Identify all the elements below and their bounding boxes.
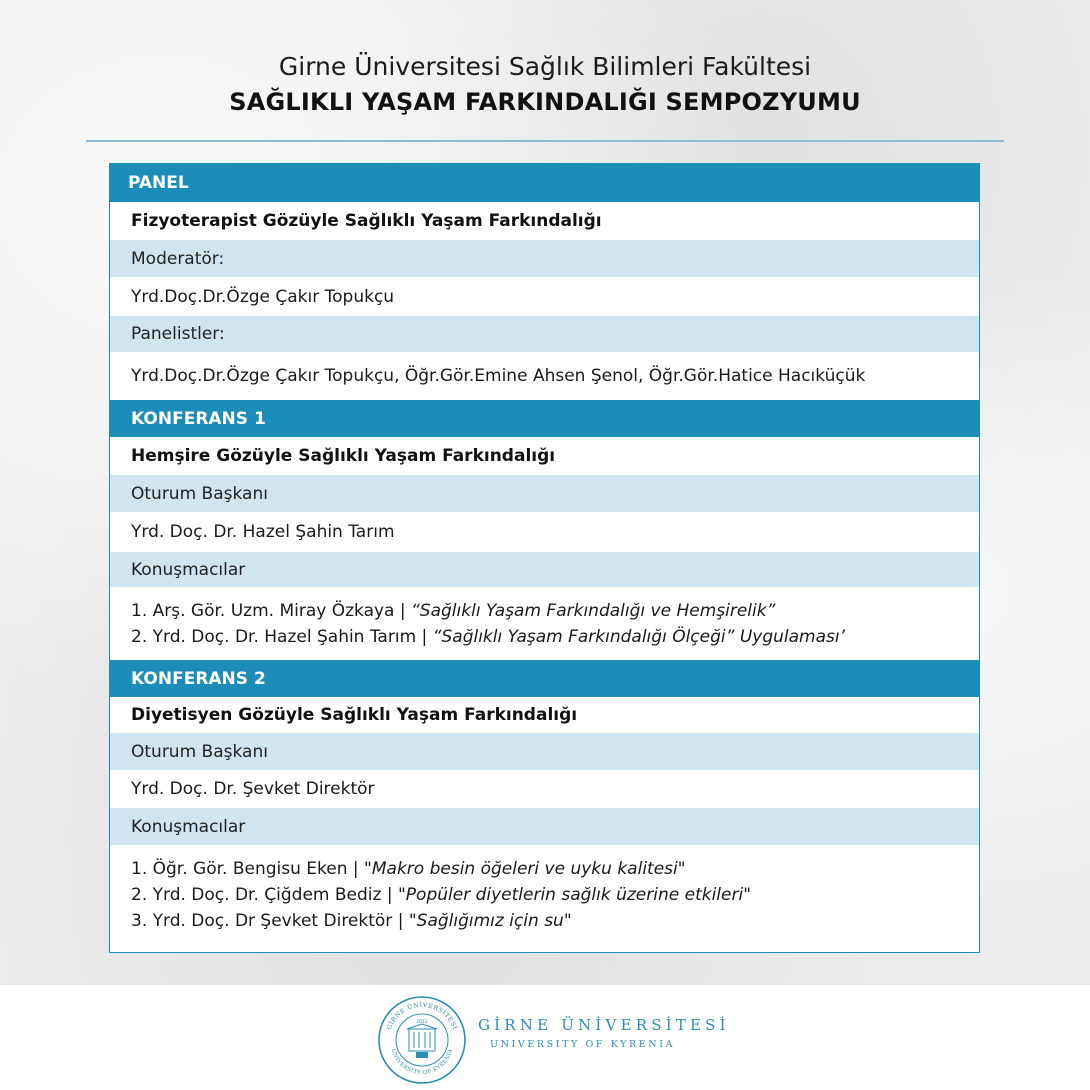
- konferans-1-chair-label: Oturum Başkanı: [110, 475, 979, 512]
- speaker-name: 2. Yrd. Doç. Dr. Çiğdem Bediz |: [131, 884, 393, 905]
- speaker-name: 3. Yrd. Doç. Dr Şevket Direktör |: [131, 910, 404, 931]
- brand-name-en: UNIVERSITY OF KYRENIA: [490, 1039, 676, 1050]
- speaker-line: [131, 908, 572, 934]
- seal-bottom-text: UNIVERSITY OF KYRENIA: [389, 1048, 455, 1077]
- seal-year: 2013: [416, 1020, 428, 1025]
- konferans-2-chair-name: Yrd. Doç. Dr. Şevket Direktör: [131, 779, 375, 799]
- symposium-title: SAĞLIKLI YAŞAM FARKINDALIĞI SEMPOZYUMU: [229, 88, 861, 116]
- section-header-konferans-2: KONFERANS 2: [110, 660, 979, 697]
- moderator-label: Moderatör:: [110, 240, 979, 277]
- university-seal-icon: [377, 995, 467, 1085]
- speaker-topic: “Sağlıklı Yaşam Farkındalığı ve Hemşirelik”: [411, 600, 776, 621]
- faculty-title: Girne Üniversitesi Sağlık Bilimleri Fakültesi: [278, 52, 812, 81]
- speaker-topic: "Popüler diyetlerin sağlık üzerine etkileri": [397, 884, 752, 905]
- konferans-2-speakers: [110, 845, 979, 944]
- section-header-panel: PANEL: [110, 164, 979, 202]
- moderator-name: Yrd.Doç.Dr.Özge Çakır Topukçu: [131, 286, 395, 307]
- konferans-1-chair-name: Yrd. Doç. Dr. Hazel Şahin Tarım: [131, 522, 395, 542]
- program-table: [109, 163, 980, 953]
- panelists-label: Panelistler:: [110, 316, 979, 352]
- speaker-topic: "Sağlığımız için su": [408, 910, 572, 931]
- konferans-1-speakers-label: Konuşmacılar: [110, 552, 979, 587]
- konferans-1-title: Hemşire Gözüyle Sağlıklı Yaşam Farkındalığı: [131, 446, 556, 466]
- footer-band: [0, 985, 1090, 1090]
- konferans-2-title: Diyetisyen Gözüyle Sağlıklı Yaşam Farkındalığı: [131, 705, 578, 725]
- section-header-konferans-1: KONFERANS 1: [110, 400, 979, 437]
- header-divider: [86, 140, 1004, 142]
- speaker-topic: “Sağlıklı Yaşam Farkındalığı Ölçeği” Uygulaması’: [432, 626, 846, 647]
- konferans-2-speakers-label: Konuşmacılar: [110, 808, 979, 845]
- speaker-name: 2. Yrd. Doç. Dr. Hazel Şahin Tarım |: [131, 626, 428, 647]
- speaker-line: [131, 882, 751, 908]
- speaker-name: 1. Arş. Gör. Uzm. Miray Özkaya |: [131, 600, 406, 621]
- konferans-1-speakers: [110, 587, 979, 660]
- speaker-line: [131, 624, 845, 650]
- speaker-name: 1. Öğr. Gör. Bengisu Eken |: [131, 858, 359, 879]
- seal-top-text: GİRNE ÜNİVERSİTESİ: [385, 1001, 459, 1031]
- speaker-topic: "Makro besin öğeleri ve uyku kalitesi": [364, 858, 686, 879]
- panelists-names: Yrd.Doç.Dr.Özge Çakır Topukçu, Öğr.Gör.Emine Ahsen Şenol, Öğr.Gör.Hatice Hacıküçük: [131, 366, 866, 386]
- brand-name-tr: GİRNE ÜNİVERSİTESİ: [478, 1016, 730, 1034]
- speaker-line: [131, 598, 775, 624]
- panel-title: Fizyoterapist Gözüyle Sağlıklı Yaşam Farkındalığı: [131, 211, 602, 231]
- konferans-2-chair-label: Oturum Başkanı: [110, 733, 979, 770]
- speaker-line: [131, 856, 686, 882]
